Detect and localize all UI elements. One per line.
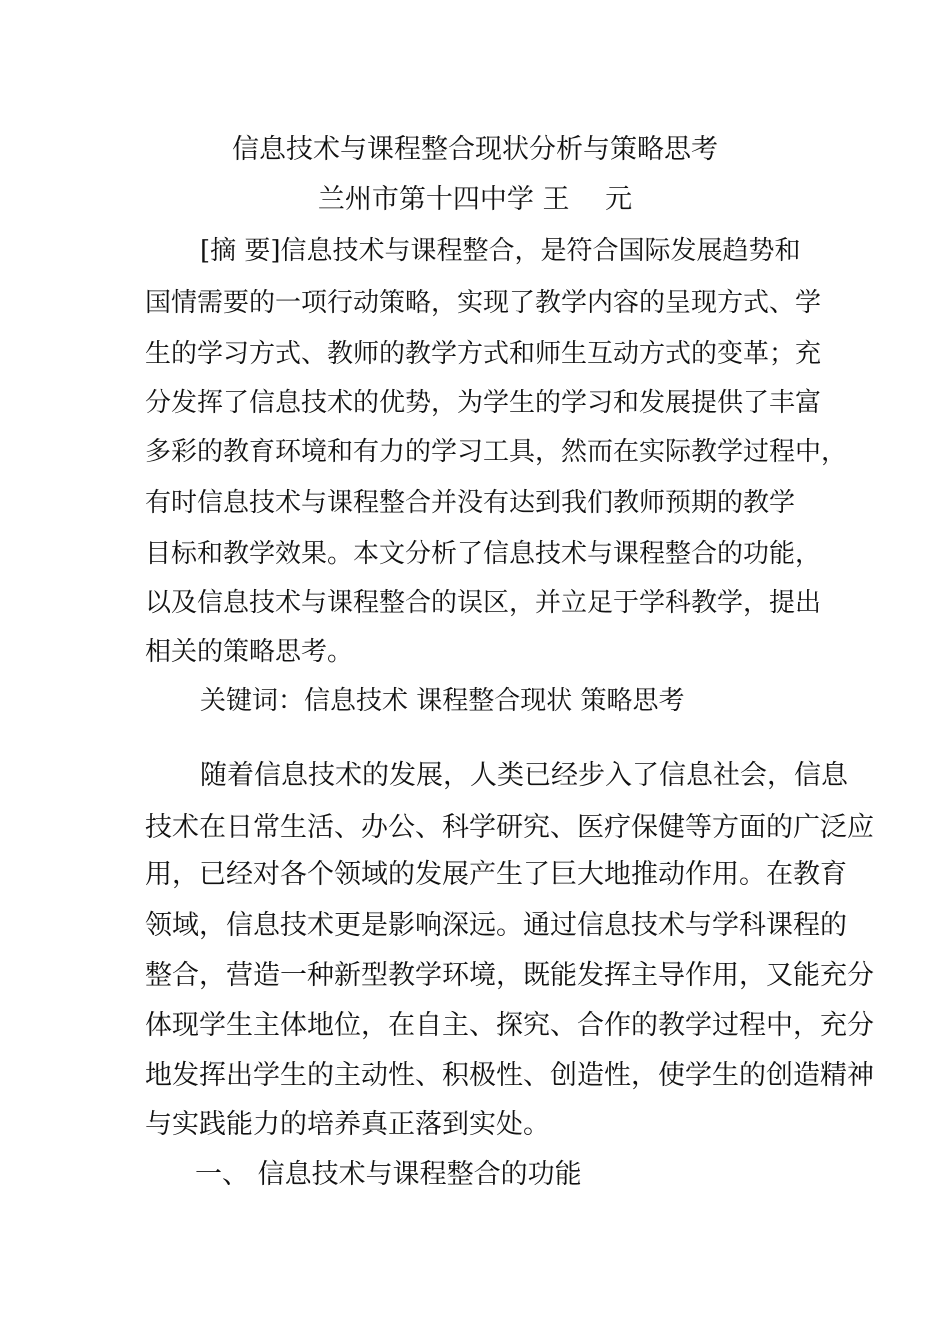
abstract-line: 生的学习方式、教师的教学方式和师生互动方式的变革；充 — [145, 339, 822, 369]
document-title: 信息技术与课程整合现状分析与策略思考 — [232, 134, 718, 165]
abstract-line: 多彩的教育环境和有力的学习工具，然而在实际教学过程中， — [145, 437, 848, 467]
body-line: 领域，信息技术更是影响深远。通过信息技术与学科课程的 — [145, 910, 847, 941]
body-line: 地发挥出学生的主动性、积极性、创造性，使学生的创造精神 — [145, 1060, 874, 1091]
keywords-line: 关键词：信息技术 课程整合现状 策略思考 — [200, 686, 685, 716]
body-line: 与实践能力的培养真正落到实处。 — [145, 1109, 550, 1140]
abstract-line: 分发挥了信息技术的优势，为学生的学习和发展提供了丰富 — [145, 388, 822, 418]
abstract-line: [摘 要]信息技术与课程整合，是符合国际发展趋势和 — [200, 236, 801, 266]
body-line: 用，已经对各个领域的发展产生了巨大地推动作用。在教育 — [145, 859, 847, 890]
abstract-line: 相关的策略思考。 — [145, 637, 354, 667]
body-line: 随着信息技术的发展，人类已经步入了信息社会，信息 — [200, 760, 848, 791]
body-line: 整合，营造一种新型教学环境，既能发挥主导作用，又能充分 — [145, 960, 874, 991]
body-line: 体现学生主体地位，在自主、探究、合作的教学过程中，充分 — [145, 1010, 874, 1041]
body-line: 技术在日常生活、办公、科学研究、医疗保健等方面的广泛应 — [145, 812, 874, 843]
abstract-line: 国情需要的一项行动策略，实现了教学内容的呈现方式、学 — [145, 288, 822, 318]
abstract-line: 以及信息技术与课程整合的误区，并立足于学科教学，提出 — [145, 588, 822, 618]
author-line: 兰州市第十四中学 王 元 — [317, 184, 633, 215]
abstract-line: 目标和教学效果。本文分析了信息技术与课程整合的功能， — [145, 539, 822, 569]
section-heading: 一、 信息技术与课程整合的功能 — [195, 1159, 582, 1190]
abstract-line: 有时信息技术与课程整合并没有达到我们教师预期的教学 — [145, 488, 796, 518]
